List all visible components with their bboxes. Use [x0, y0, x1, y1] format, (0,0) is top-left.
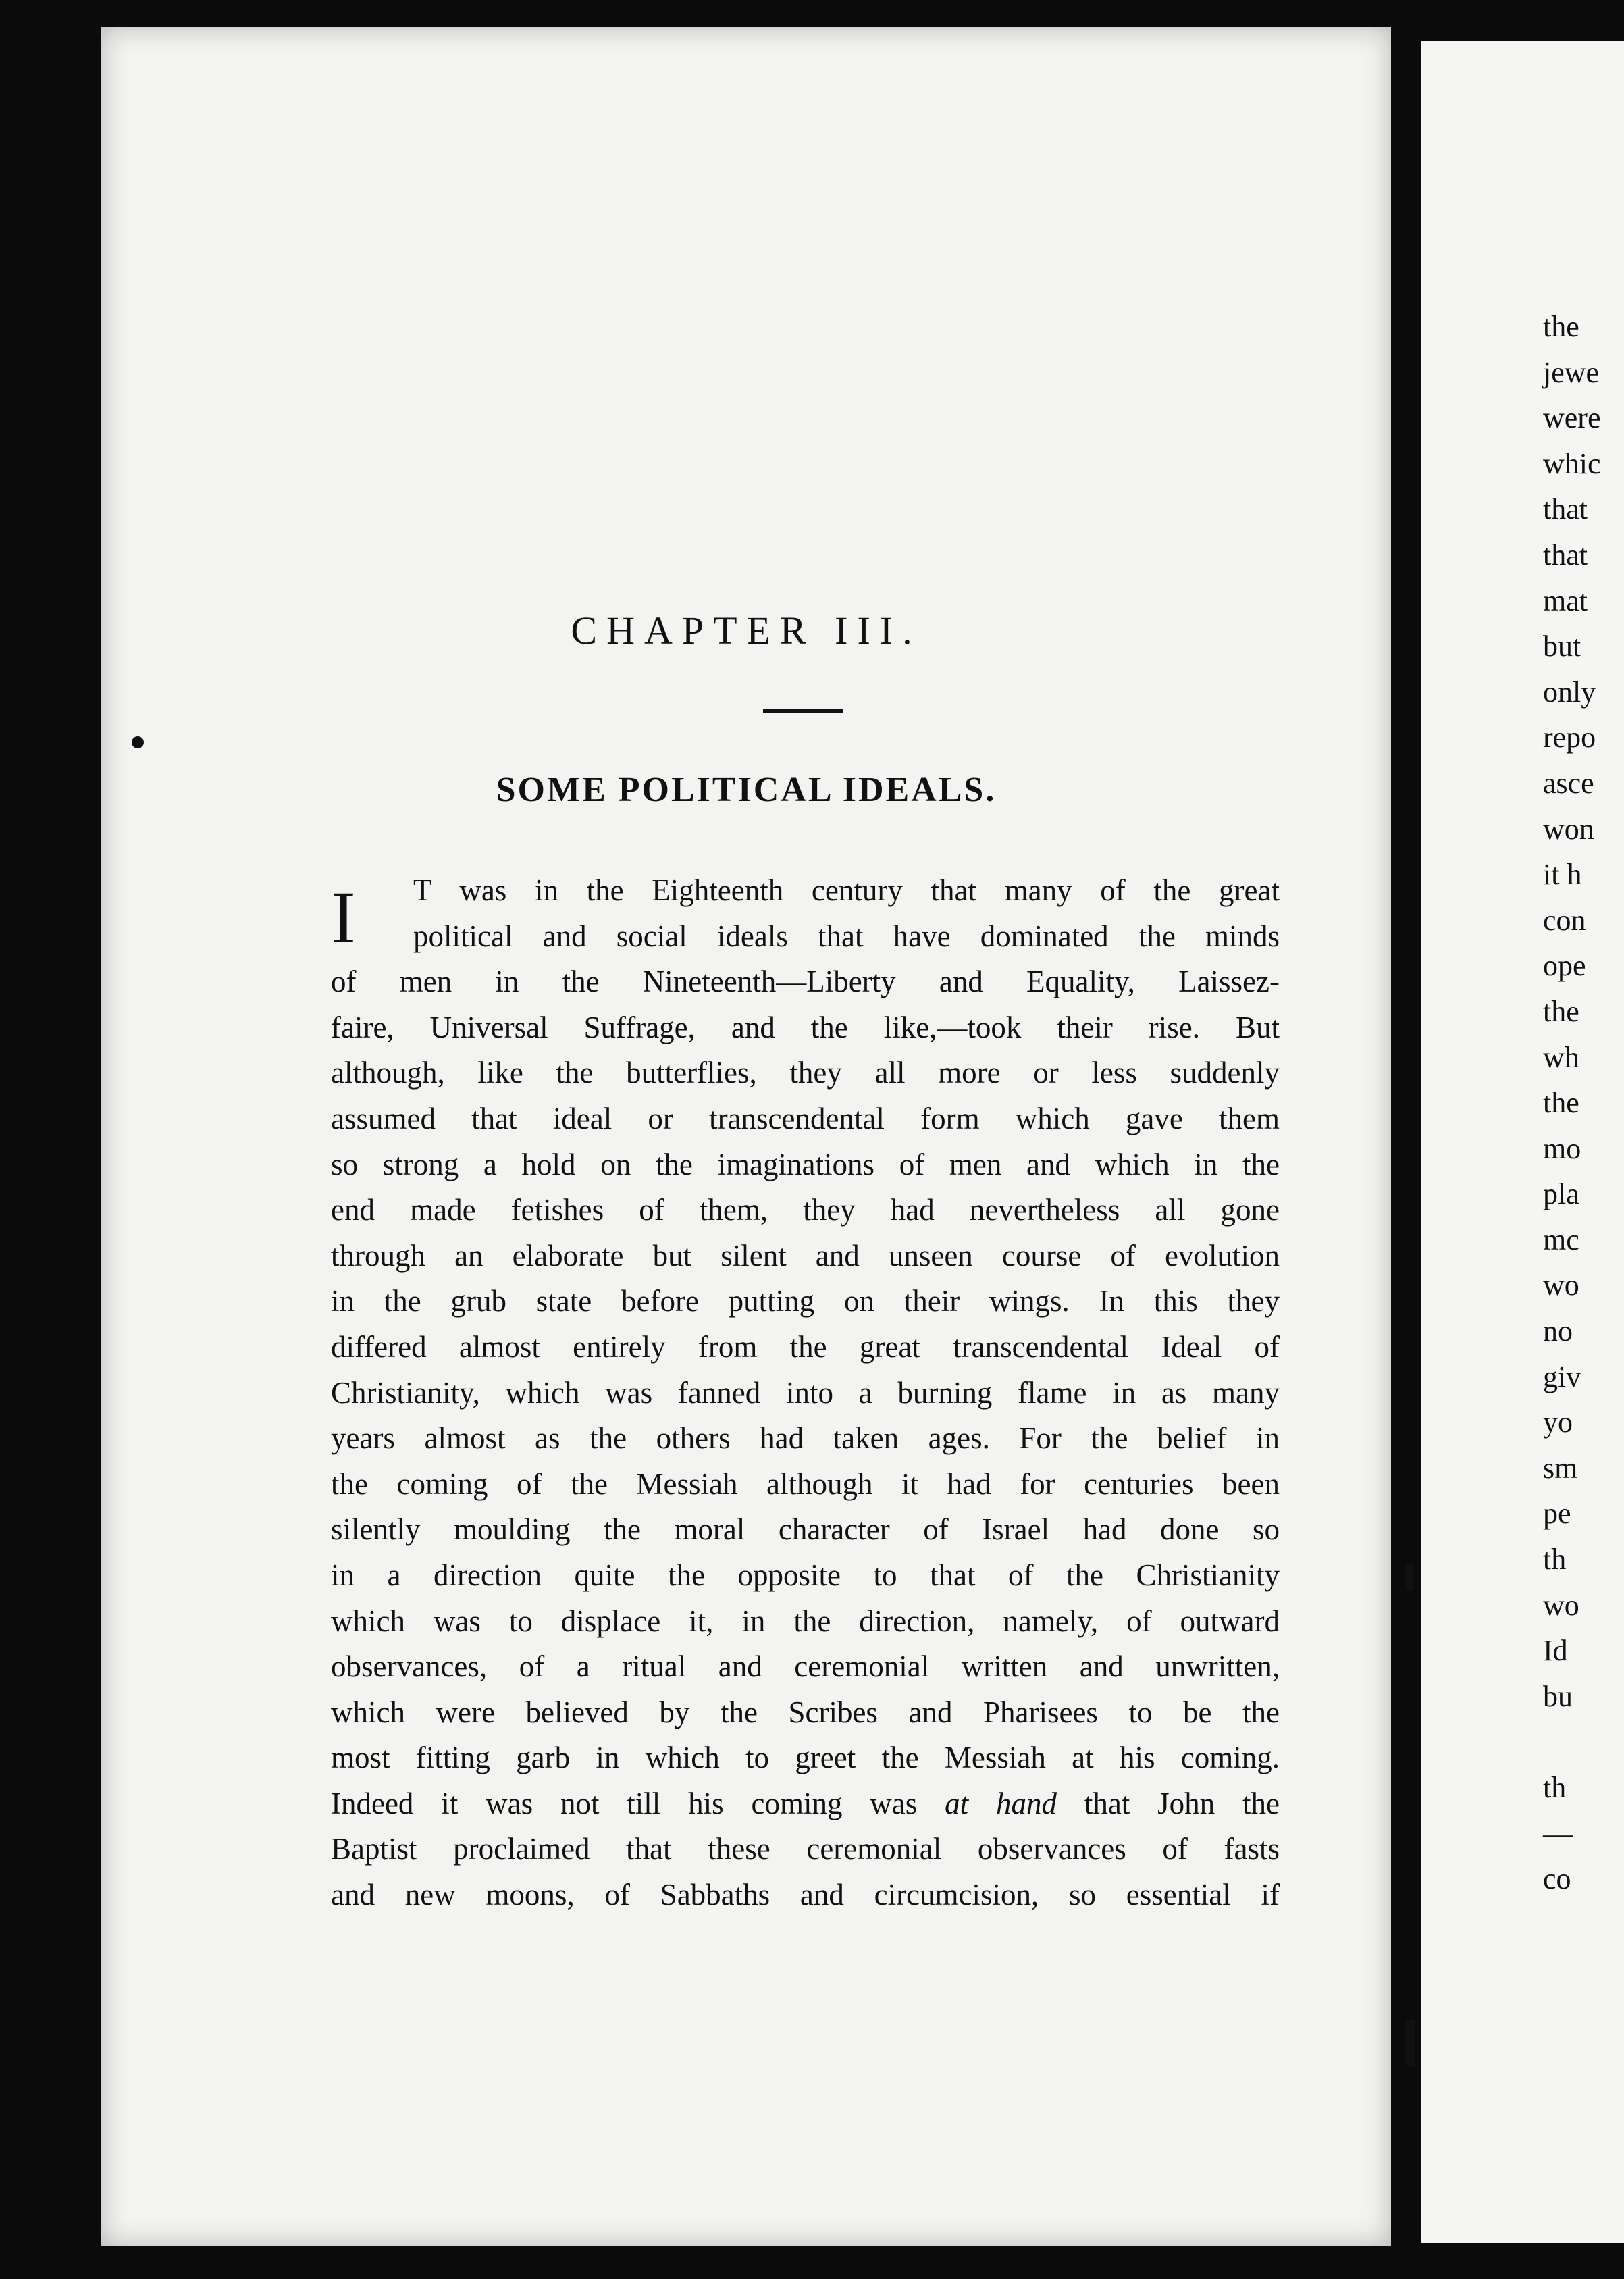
- body-line: although, like the butterflies, they all more or less suddenly: [331, 1056, 1280, 1090]
- right-page-fragment: mat: [1543, 584, 1588, 617]
- right-page-fragment: the: [1543, 310, 1579, 343]
- right-page-fragment: th: [1543, 1543, 1567, 1577]
- body-line: political and social ideals that have dominated the minds: [413, 919, 1280, 953]
- right-page-fragment: that: [1543, 492, 1588, 526]
- right-page-fragment: wo: [1543, 1269, 1579, 1302]
- right-page-fragment: asce: [1543, 766, 1594, 800]
- right-page-fragment: the: [1543, 994, 1579, 1028]
- right-page-fragment: bu: [1543, 1679, 1573, 1713]
- body-line: assumed that ideal or transcendental form which gave them: [331, 1101, 1280, 1135]
- body-line-at-hand: [331, 1781, 1280, 1827]
- right-page-fragment: Id: [1543, 1634, 1568, 1668]
- body-line: end made fetishes of them, they had nevertheless all gone: [331, 1193, 1280, 1227]
- right-page-fragment: jewe: [1543, 355, 1600, 389]
- section-title: SOME POLITICAL IDEALS.: [496, 771, 997, 809]
- body-text: [331, 868, 1280, 1918]
- right-page-fragment: it h: [1543, 858, 1582, 892]
- title-rule: [763, 709, 843, 713]
- chapter-title: CHAPTER III.: [571, 609, 922, 652]
- right-page-fragment: pe: [1543, 1497, 1571, 1531]
- body-line: observances, of a ritual and ceremonial written and unwritten,: [331, 1649, 1280, 1684]
- body-line: the coming of the Messiah although it had for centuries been: [331, 1466, 1280, 1501]
- right-page-fragment: wh: [1543, 1040, 1579, 1074]
- right-page-fragment: only: [1543, 675, 1596, 709]
- drop-cap: I: [331, 876, 356, 958]
- right-page-fragment: repo: [1543, 721, 1596, 754]
- body-line: through an elaborate but silent and unseen course of evolution: [331, 1238, 1280, 1273]
- body-line: in the grub state before putting on their wings. In this they: [331, 1284, 1280, 1318]
- right-page-fragment: were: [1543, 401, 1601, 435]
- body-line: of men in the Nineteenth—Liberty and Equality, Laissez-: [331, 965, 1280, 999]
- ink-mark: [1406, 1564, 1414, 1591]
- right-page-fragment: that: [1543, 538, 1588, 571]
- right-page-fragment: yo: [1543, 1406, 1573, 1439]
- right-page-fragments: [1543, 304, 1613, 1902]
- body-lines-end: [331, 1826, 1280, 1918]
- body-lines: [331, 959, 1280, 1781]
- right-page-fragment: sm: [1543, 1451, 1578, 1485]
- body-line: faire, Universal Suffrage, and the like,—took their rise. But: [331, 1010, 1280, 1044]
- body-line-part: that John the: [1084, 1786, 1280, 1820]
- body-line-text: T was in the Eighteenth century that many of the great: [413, 873, 1280, 907]
- right-page-fragment: th: [1543, 1771, 1567, 1804]
- right-page-fragment: whic: [1543, 446, 1601, 480]
- body-line: which were believed by the Scribes and Pharisees to be the: [331, 1695, 1280, 1729]
- body-line: years almost as the others had taken ages. For the belief in: [331, 1421, 1280, 1456]
- body-line: most fitting garb in which to greet the Messiah at his coming.: [331, 1741, 1280, 1775]
- right-page-fragment: mc: [1543, 1223, 1579, 1256]
- body-line: which was to displace it, in the direction, namely, of outward: [331, 1604, 1280, 1638]
- body-line: differed almost entirely from the great transcendental Ideal of: [331, 1329, 1280, 1364]
- right-page-fragment: con: [1543, 903, 1586, 937]
- ink-mark: [1406, 2020, 1415, 2067]
- right-page-fragment: wo: [1543, 1588, 1579, 1622]
- right-page-fragment: but: [1543, 630, 1581, 663]
- right-page-fragment: co: [1543, 1862, 1571, 1896]
- right-page-fragment: giv: [1543, 1360, 1581, 1393]
- right-page-fragment: no: [1543, 1314, 1573, 1348]
- italic-phrase: at hand: [945, 1786, 1057, 1820]
- right-page-fragment: the: [1543, 1086, 1579, 1120]
- right-page-fragment: [1543, 1719, 1613, 1765]
- right-page-fragment: mo: [1543, 1131, 1581, 1165]
- body-line-part: Indeed it was not till his coming was: [331, 1786, 918, 1820]
- body-line: and new moons, of Sabbaths and circumcision, so essential if: [331, 1878, 1280, 1912]
- body-line: Christianity, which was fanned into a burning flame in as many: [331, 1375, 1280, 1410]
- body-line: in a direction quite the opposite to that of the Christianity: [331, 1558, 1280, 1592]
- right-page-fragment: —: [1543, 1816, 1573, 1850]
- body-line: so strong a hold on the imaginations of men and which in the: [331, 1147, 1280, 1181]
- body-line: Baptist proclaimed that these ceremonial observances of fasts: [331, 1832, 1280, 1866]
- right-page-fragment: pla: [1543, 1177, 1579, 1211]
- right-page-fragment: won: [1543, 812, 1594, 846]
- ink-speck: [132, 736, 144, 748]
- right-page-fragment: ope: [1543, 949, 1586, 983]
- body-line: silently moulding the moral character of Israel had done so: [331, 1512, 1280, 1547]
